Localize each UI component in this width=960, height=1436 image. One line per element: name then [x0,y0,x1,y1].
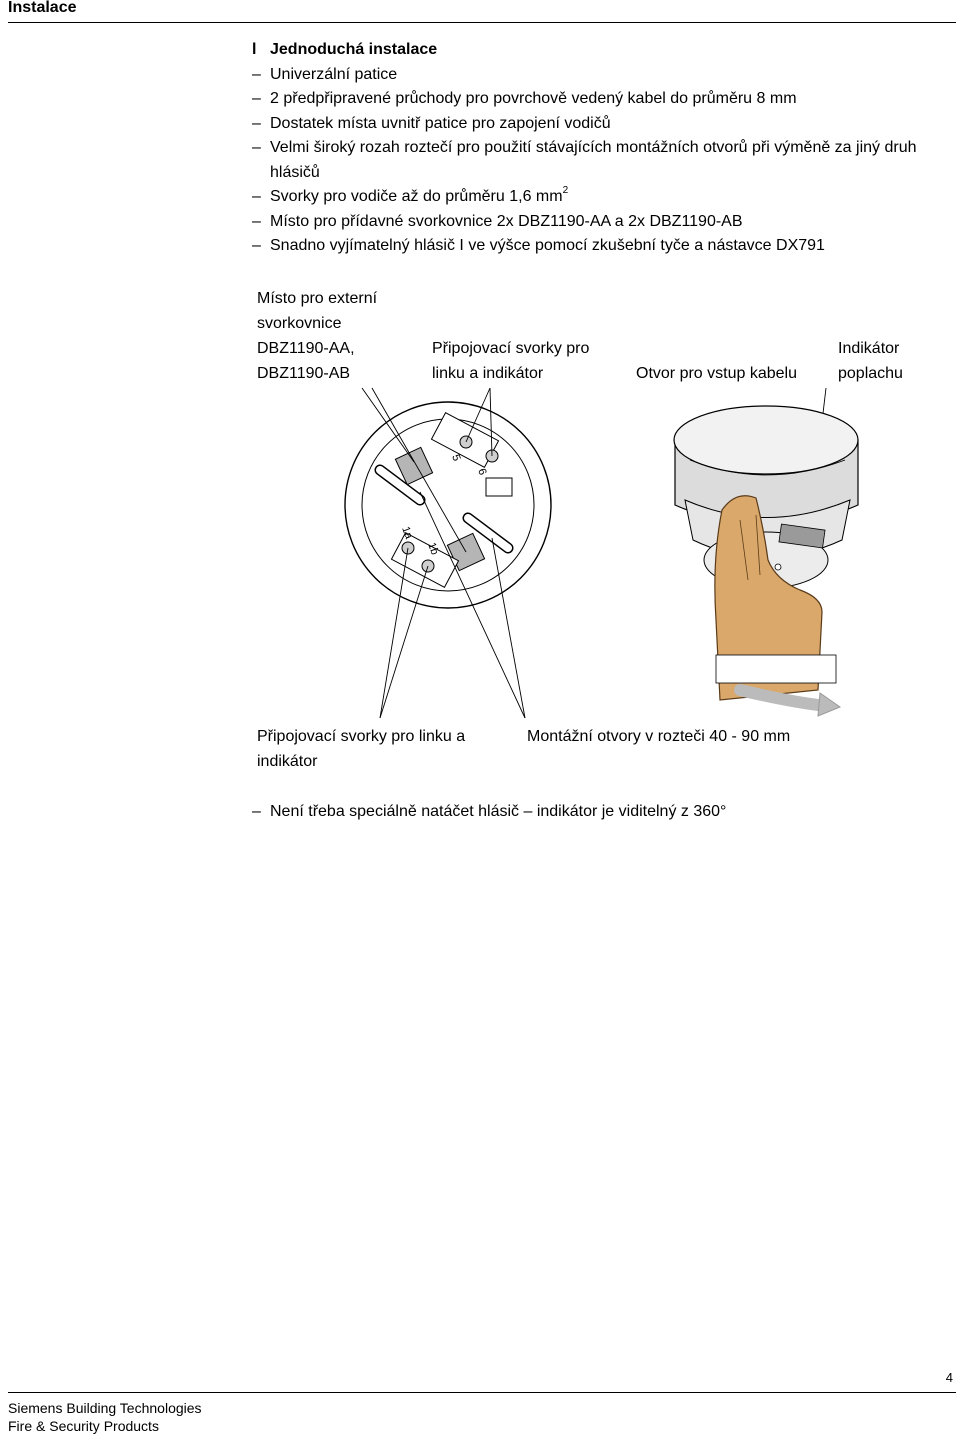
heading-marker: l [252,41,257,58]
footer-division: Fire & Security Products [8,1418,159,1434]
list-heading-text: Jednoduchá instalace [270,41,438,58]
list-item-text: 2 předpřipravené průchody pro povrchově vedený kabel do průměru 8 mm [270,90,797,107]
list-item-text: Univerzální patice [270,65,398,83]
page-header-title: Instalace [8,0,77,16]
list-item-text: Snadno vyjímatelný hlásič I ve výšce pomocí zkušební tyče a nástavce DX791 [270,237,825,254]
footer-company: Siemens Building Technologies [8,1400,202,1416]
dash-bullet: – [252,114,261,132]
label-alarm-indicator: Indikátor poplachu [838,340,903,382]
terminal-label-1b: 1b [425,540,441,557]
list-item-text: Velmi široký rozah roztečí pro použití stávajících montážních otvorů při výměně za jiný druh hlásičů [270,139,917,181]
terminal-label-5: 5 [449,452,463,463]
superscript-2: 2 [562,185,569,196]
detector-base-drawing [345,402,551,608]
dash-bullet: – [252,803,261,820]
label-mounting-holes: Montážní otvory v rozteči 40 - 90 mm [527,728,791,745]
footer-divider [8,1392,956,1393]
list-item-text: Svorky pro vodiče až do průměru 1,6 mm [270,188,563,205]
bottom-note [252,800,726,824]
label-terminals-top: Připojovací svorky pro linku a indikátor [432,340,590,382]
bottom-note-text: Není třeba speciálně natáčet hlásič – indikátor je viditelný z 360° [270,803,727,820]
label-cable-entry: Otvor pro vstup kabelu [636,365,797,382]
dash-bullet: – [252,237,261,254]
terminal-label-1a: 1a [399,524,415,541]
dash-bullet: – [252,90,261,107]
dash-bullet: – [252,188,261,205]
dash-bullet: – [252,139,261,156]
dash-bullet: – [252,212,261,230]
terminal-label-6: 6 [475,466,489,477]
detector-with-hand-drawing [674,406,858,716]
page-number: 4 [945,1370,953,1385]
label-terminals-bottom: Připojovací svorky pro linku a indikátor [257,728,466,770]
list-item-text: Místo pro přídavné svorkovnice 2x DBZ1190-AA a 2x DBZ1190-AB [270,212,743,230]
label-external-terminals: Místo pro externí svorkovnice DBZ1190-AA, DBZ1190-AB [257,290,378,382]
list-item-text: Dostatek místa uvnitř patice pro zapojení vodičů [270,114,611,132]
dash-bullet: – [252,65,261,83]
